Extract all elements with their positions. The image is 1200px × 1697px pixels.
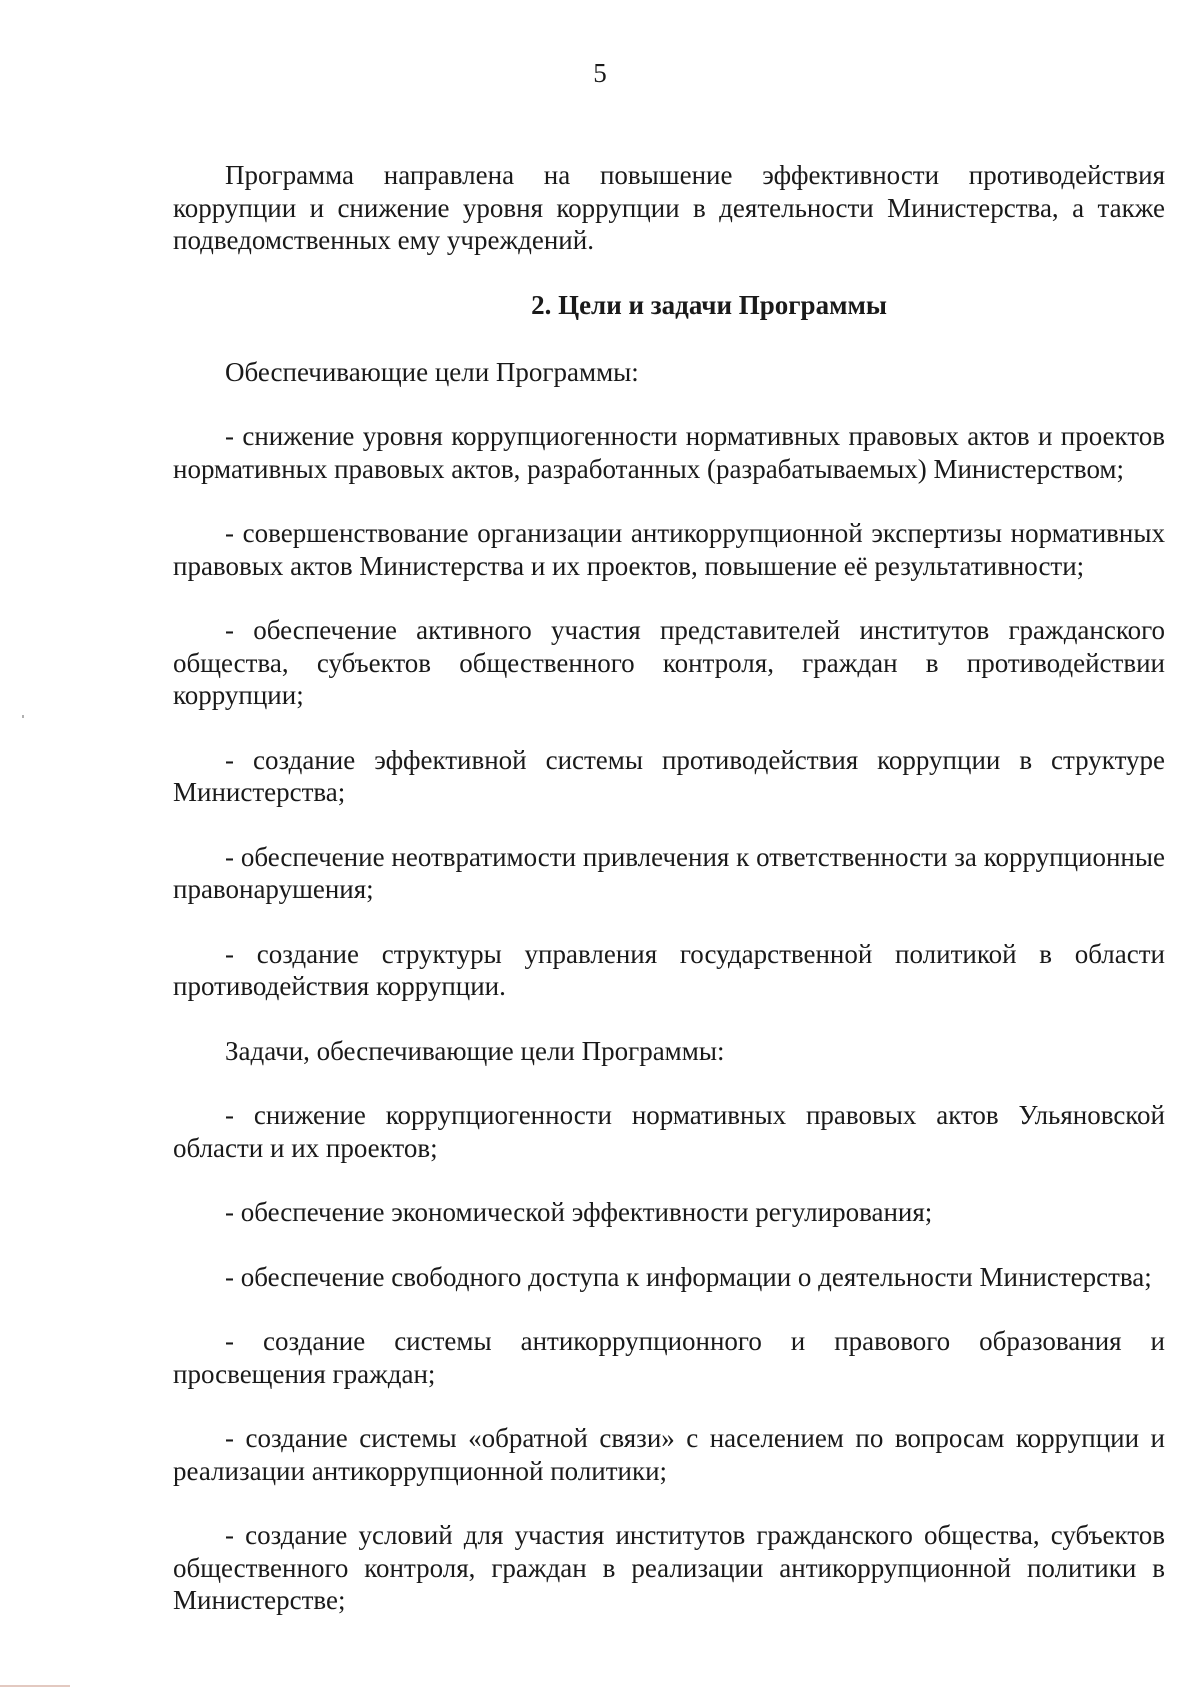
task-item: - создание условий для участия институтов гражданского общества, субъектов общественного контроля, граждан в реализации антикоррупционной политики в Министерстве; [173, 1520, 1165, 1615]
goals-lead: Обеспечивающие цели Программы: [225, 356, 639, 387]
goal-item: - создание эффективной системы противодействия коррупции в структуре Министерства; [173, 744, 1165, 807]
goal-item: - совершенствование организации антикоррупционной экспертизы нормативных правовых актов Министерства и их проектов, повышение её результативности; [173, 518, 1165, 581]
task-item: - создание системы антикоррупционного и правового образования и просвещения граждан; [173, 1326, 1165, 1389]
intro-paragraph: Программа направлена на повышение эффективности противодействия коррупции и снижение уровня коррупции в деятельности Министерства, а также подведомственных ему учреждений. [173, 160, 1165, 255]
tasks-lead: Задачи, обеспечивающие цели Программы: [225, 1035, 725, 1066]
task-item: - создание системы «обратной связи» с населением по вопросам коррупции и реализации антикоррупционной политики; [173, 1423, 1165, 1486]
goal-item: - обеспечение активного участия представителей институтов гражданского общества, субъектов общественного контроля, граждан в противодействии коррупции; [173, 615, 1165, 710]
task-item: - обеспечение свободного доступа к информации о деятельности Министерства; [225, 1261, 1152, 1292]
section-heading: 2. Цели и задачи Программы [531, 289, 887, 320]
goal-item: - обеспечение неотвратимости привлечения к ответственности за коррупционные правонарушения; [173, 841, 1165, 904]
scan-artifact-edge [0, 1685, 70, 1687]
goal-item: - снижение уровня коррупциогенности нормативных правовых актов и проектов нормативных правовых актов, разработанных (разрабатываемых) Министерством; [173, 421, 1165, 484]
scan-artifact-dot [22, 715, 24, 718]
task-item: - снижение коррупциогенности нормативных правовых актов Ульяновской области и их проектов; [173, 1100, 1165, 1163]
task-item: - обеспечение экономической эффективности регулирования; [225, 1197, 933, 1227]
document-body [173, 159, 1165, 1649]
page-number: 5 [593, 58, 607, 88]
goal-item: - создание структуры управления государственной политикой в области противодействия коррупции. [173, 938, 1165, 1001]
